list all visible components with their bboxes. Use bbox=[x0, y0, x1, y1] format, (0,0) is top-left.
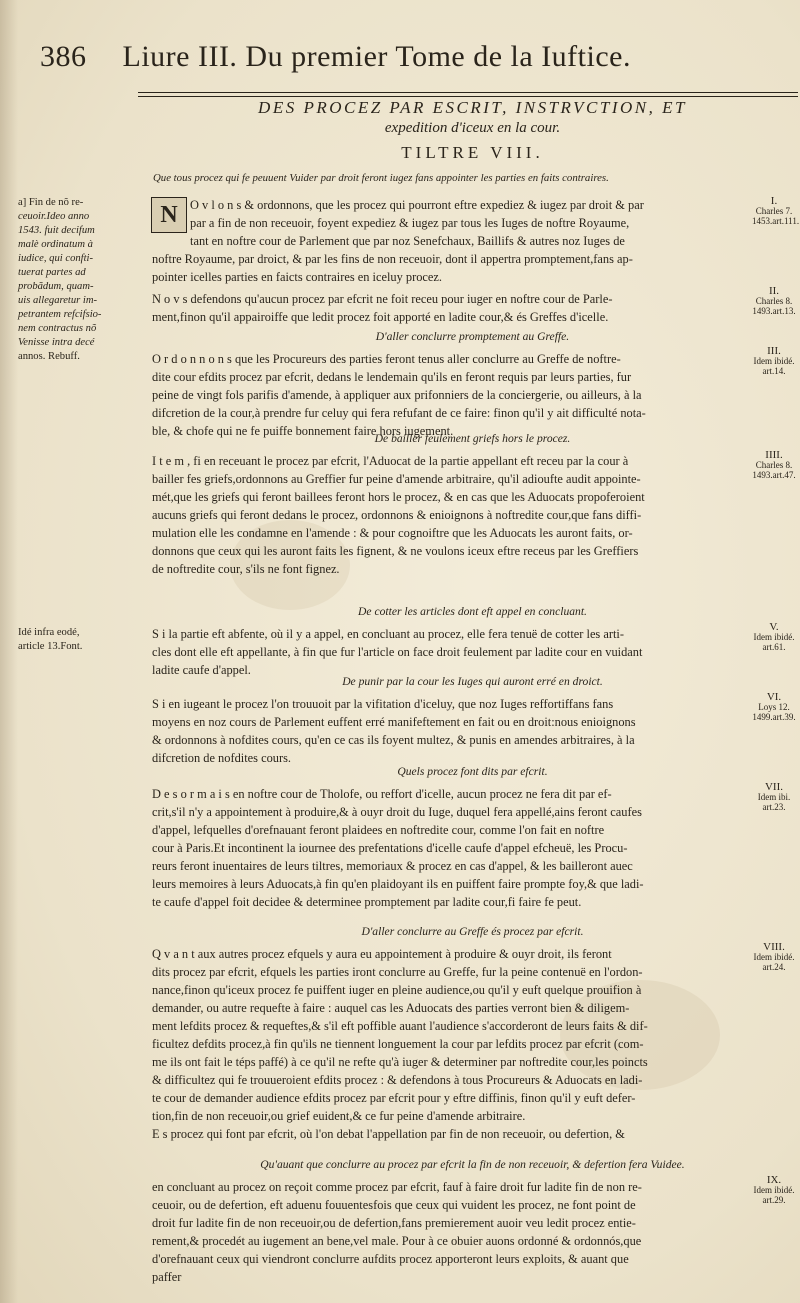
text-line: Q v a n t aux autres procez efquels y aura eu appointement à produire & ouyr droit, ils feront bbox=[152, 947, 612, 961]
text-line: crit,s'il n'y a appointement à produire,& à ouyr droit du Iuge, duquel fera appellé,ains feront caufes bbox=[152, 805, 642, 819]
text-line: mulation elle les condamne en l'amende : & pour cognoiftre que les Aduocats les auront faits, or- bbox=[152, 526, 633, 540]
text-line: tion,fin de non receuoir,ou grief euident,& ce fur peine d'amende arbitraire. bbox=[152, 1109, 526, 1123]
reference-line: 1499.art.39. bbox=[752, 712, 796, 722]
text-line: ble, & chofe qui ne fe puiffe bonnement faire hors iugement. bbox=[152, 424, 454, 438]
marginal-note-left bbox=[18, 626, 138, 654]
rubric-heading: Qu'auant que conclurre au procez par efcrit la fin de non receuoir, & defertion fera Vuidee. bbox=[260, 1158, 685, 1171]
text-line: donnons que ceux qui les auront faits les fignent, & ne voulons iceux eftre receus par les Greffiers bbox=[152, 544, 639, 558]
note-line: nem contractus nõ bbox=[18, 323, 97, 334]
running-head bbox=[40, 40, 780, 74]
text-line: ment lefdits procez & requeftes,& s'il eft poffible auant l'audience s'accorderont de leurs faits & dif- bbox=[152, 1019, 648, 1033]
note-line: a] Fin de nõ re- bbox=[18, 197, 84, 208]
reference-line: art.29. bbox=[762, 1195, 786, 1205]
text-line: mét,que les griefs qui feront baillees feront hors le procez, & en cas que les Aduocats propoferoient bbox=[152, 490, 645, 504]
note-line: article 13.Font. bbox=[18, 641, 83, 652]
marginal-note-left bbox=[18, 196, 138, 364]
marginal-reference bbox=[752, 346, 796, 376]
reference-line: Idem ibidé. bbox=[753, 952, 795, 962]
text-line: rement,& procedét au iugement an bene,vel male. Pour à ce obuier auons ordonné & ordonnós,que bbox=[152, 1234, 642, 1248]
page-gutter-shadow bbox=[0, 0, 18, 1303]
article-number: I. bbox=[770, 195, 778, 207]
reference-line: art.14. bbox=[762, 366, 786, 376]
text-line: dits procez par efcrit, efquels les parties iront conclurre au Greffe, fur la peine contenuë en l'ordon- bbox=[152, 965, 643, 979]
page-number: 386 bbox=[40, 40, 87, 73]
text-line: aucuns griefs qui feront dedans le procez, ordonnons & enioignons à noftredite cour,que fans diffi- bbox=[152, 508, 642, 522]
running-title: Liure III. Du premier Tome de la Iuftice. bbox=[122, 40, 631, 73]
text-line: nance,finon qu'iceux procez fe puiffent iuger en pleine audience,ou qu'il y euft quelque prouifion à bbox=[152, 983, 642, 997]
reference-line: Idem ibidé. bbox=[753, 356, 795, 366]
text-line: difcretion de nofdites cours. bbox=[152, 751, 292, 765]
text-line: cour à Paris.Et incontinent la iournee des prefentations d'icelle caufe d'appel efcheuë, les Procu- bbox=[152, 841, 628, 855]
text-line: S i la partie eft abfente, où il y a appel, en concluant au procez, elle fera tenuë de cotter les arti- bbox=[152, 627, 624, 641]
note-line: annos. Rebuff. bbox=[18, 351, 80, 362]
text-line: me ils ont fait le téps paffé) à ce qu'il ne refte qu'à iuger & determiner par noftredite cour,les poincts bbox=[152, 1055, 648, 1069]
text-line: ladite caufe d'appel. bbox=[152, 663, 251, 677]
rubric-heading: D'aller conclurre promptement au Greffe. bbox=[375, 330, 570, 343]
article-number: III. bbox=[767, 345, 781, 357]
tiltre-heading: TILTRE VIII. bbox=[401, 143, 544, 162]
note-line: uis allegaretur im- bbox=[18, 295, 98, 306]
section-title: DES PROCEZ PAR ESCRIT, INSTRVCTION, ET bbox=[258, 98, 687, 117]
text-line: & ordonnons à nofdites cours, qu'en ce cas ils foyent multez, & punis en amendes arbitraires, à la bbox=[152, 733, 635, 747]
marginal-reference bbox=[752, 450, 796, 480]
rubric-heading: De punir par la cour les Iuges qui auront erré en droict. bbox=[342, 675, 603, 688]
marginal-reference bbox=[752, 782, 796, 812]
article-number: VI. bbox=[766, 691, 782, 703]
rubric-heading: D'aller conclurre au Greffe és procez par efcrit. bbox=[361, 925, 584, 938]
text-line: d'appel, lefquelles d'orefnauant feront plaidees en noftredite cour, comme l'on fait en noftre bbox=[152, 823, 605, 837]
text-line: paffer bbox=[152, 1270, 182, 1284]
reference-line: 1453.art.111. bbox=[752, 216, 800, 226]
text-line: bailler fes griefs,ordonnons au Greffier fur peine d'amende arbitraire, qu'il adioufte audit appointe- bbox=[152, 472, 641, 486]
text-line: d'orefnauant ceux qui viendront conclurre aufdits procez apporteront leurs exploits, & auant que bbox=[152, 1252, 629, 1266]
text-line: N o v s defendons qu'aucun procez par efcrit ne foit receu pour iuger en noftre cour de Parle- bbox=[152, 292, 613, 306]
marginal-reference bbox=[752, 622, 796, 652]
section-subtitle: expedition d'iceux en la cour. bbox=[384, 120, 561, 136]
article-number: IX. bbox=[766, 1174, 782, 1186]
marginal-reference bbox=[752, 942, 796, 972]
text-line: O v l o n s & ordonnons, que les procez qui pourront eftre expediez & iugez par droit & par bbox=[190, 198, 644, 212]
rubric-heading: De bailler feulement griefs hors le procez. bbox=[374, 432, 571, 445]
reference-line: Charles 7. bbox=[755, 206, 793, 216]
text-line: de noftredite cour, s'ils ne font fignez. bbox=[152, 562, 340, 576]
text-line bbox=[700, 1284, 792, 1302]
reference-line: art.61. bbox=[762, 642, 786, 652]
text-line: S i en iugeant le procez l'on trouuoit par la vifitation d'iceluy, que noz Iuges reffortiffans fans bbox=[152, 697, 614, 711]
text-line: demander, ou autre requefte à faire : auquel cas les Aduocats des parties verront bien & diligem- bbox=[152, 1001, 630, 1015]
reference-line: Idem ibi. bbox=[757, 792, 791, 802]
text-line: en concluant au procez on reçoit comme procez par efcrit, fauf à faire droit fur ladite fin de non re- bbox=[152, 1180, 642, 1194]
note-line: 1543. fuit decifum bbox=[18, 225, 95, 236]
rubric-heading: Que tous procez qui fe peuuent Vuider par droit feront iugez fans appointer les parties en faits contraires. bbox=[153, 172, 609, 184]
text-line: peine de vingt fols parifis d'amende, à appliquer aux prifonniers de la conciergerie, ou ailleurs, à la bbox=[152, 388, 642, 402]
note-line: malè ordinatum à bbox=[18, 239, 93, 250]
text-line: tant en noftre cour de Parlement que par noz Senefchaux, Baillifs & autres noz Iuges de bbox=[190, 234, 625, 248]
ornamental-initial: N bbox=[151, 197, 187, 233]
marginal-reference bbox=[752, 195, 800, 226]
text-line: & difficultez qui fe trouueroient efdits procez : & defendons à tous Procureurs & Aduocats en ladi- bbox=[152, 1073, 643, 1087]
text-line: te caufe d'appel foit decidee & determinee promptement par ladite cour,fi faire fe peut. bbox=[152, 895, 582, 909]
text-line: te cour de demander audience efdits procez par efcrit pour y eftre diffinis, finon qu'il y euft defer- bbox=[152, 1091, 636, 1105]
reference-line: Loys 12. bbox=[758, 702, 790, 712]
marginal-reference bbox=[752, 286, 796, 316]
note-line: probãdum, quam- bbox=[18, 281, 94, 292]
text-line: pointer icelles parties en faicts contraires en iceluy procez. bbox=[152, 270, 443, 284]
text-line: droit fur ladite fin de non receuoir,ou de defertion,fans premierement auoir veu ledit procez entie- bbox=[152, 1216, 636, 1230]
note-line: iudice, qui confti- bbox=[18, 253, 94, 264]
marginal-reference bbox=[752, 1175, 796, 1205]
reference-line: Idem ibidé. bbox=[753, 632, 795, 642]
text-line: E s procez qui font par efcrit, où l'on debat l'appellation par fin de non receuoir, ou defertion, & bbox=[152, 1127, 625, 1141]
text-line: noftre Royaume, par droict, & par les fins de non receuoir, dont il appertra promptement,fans ap- bbox=[152, 252, 633, 266]
header-rule bbox=[138, 92, 798, 93]
marginal-reference bbox=[752, 692, 796, 722]
text-line: par a fin de non receuoir, foyent expediez & iugez par tous les Iuges de noftre Royaume, bbox=[190, 216, 630, 230]
text-line: ceuoir, ou de defertion, eft aduenu fouuentesfois que ceux qui vuident les procez, ne font point de bbox=[152, 1198, 636, 1212]
reference-line: art.23. bbox=[762, 802, 786, 812]
note-line: petrantem refcifsio- bbox=[18, 309, 102, 320]
note-line: Idé infra eodé, bbox=[18, 627, 80, 638]
reference-line: Charles 8. bbox=[755, 296, 793, 306]
reference-line: Charles 8. bbox=[755, 460, 793, 470]
rubric-heading: De cotter les articles dont eft appel en concluant. bbox=[358, 605, 587, 618]
article-number: IIII. bbox=[765, 449, 783, 461]
text-line: ment,finon qu'il appairoiffe que ledit procez foit apporté en ladite cour,& és Greffes d'icelle. bbox=[152, 310, 609, 324]
text-line: cles dont elle eft appellante, à fin que fur l'article on face droit feulement par ladite cour en vuidant bbox=[152, 645, 643, 659]
text-line: reurs feront inuentaires de leurs tiltres, memoriaux & procez en cas d'appel, & les bailleront auec bbox=[152, 859, 633, 873]
reference-line: Idem ibidé. bbox=[753, 1185, 795, 1195]
article-number: VIII. bbox=[763, 941, 785, 953]
note-line: ceuoir.Ideo anno bbox=[18, 211, 90, 222]
reference-line: 1493.art.47. bbox=[752, 470, 796, 480]
reference-line: 1493.art.13. bbox=[752, 306, 796, 316]
note-line: tuerat partes ad bbox=[18, 267, 86, 278]
text-line: O r d o n n o n s que les Procureurs des parties feront tenus aller conclurre au Greffe de noftre- bbox=[152, 352, 621, 366]
article-number: II. bbox=[768, 285, 780, 297]
reference-line: art.24. bbox=[762, 962, 786, 972]
text-line: difcretion de la cour,à prendre fur celuy qui fera refufant de ce faire: finon qu'il y ait difficulté nota- bbox=[152, 406, 646, 420]
header-rule-thin bbox=[138, 96, 798, 97]
text-line: leurs memoires à leurs Aduocats,à fin qu'en plaidoyant ils en puiffent faire prompte foy,& que ladi- bbox=[152, 877, 644, 891]
text-line: ficultez defdits procez,à fin qu'ils ne tiennent longuement la cour par lefdits procez par efcrit (com- bbox=[152, 1037, 644, 1051]
article-number: VII. bbox=[764, 781, 784, 793]
text-line: I t e m , fi en receuant le procez par efcrit, l'Aduocat de la partie appellant eft receu par la cour à bbox=[152, 454, 629, 468]
text-line: D e s o r m a i s en noftre cour de Tholofe, ou reffort d'icelle, aucun procez ne fera dit par ef- bbox=[152, 787, 612, 801]
text-line: dite cour efdits procez par efcrit, dedans le lendemain qu'ils en feront requis par leurs parties, fur bbox=[152, 370, 632, 384]
article-number: V. bbox=[769, 621, 779, 633]
note-line: Venisse intra decé bbox=[18, 337, 95, 348]
text-line: moyens en noz cours de Parlement euffent erré manifeftement en fait ou en droit:nous enioignons bbox=[152, 715, 636, 729]
rubric-heading: Quels procez font dits par efcrit. bbox=[397, 765, 548, 778]
